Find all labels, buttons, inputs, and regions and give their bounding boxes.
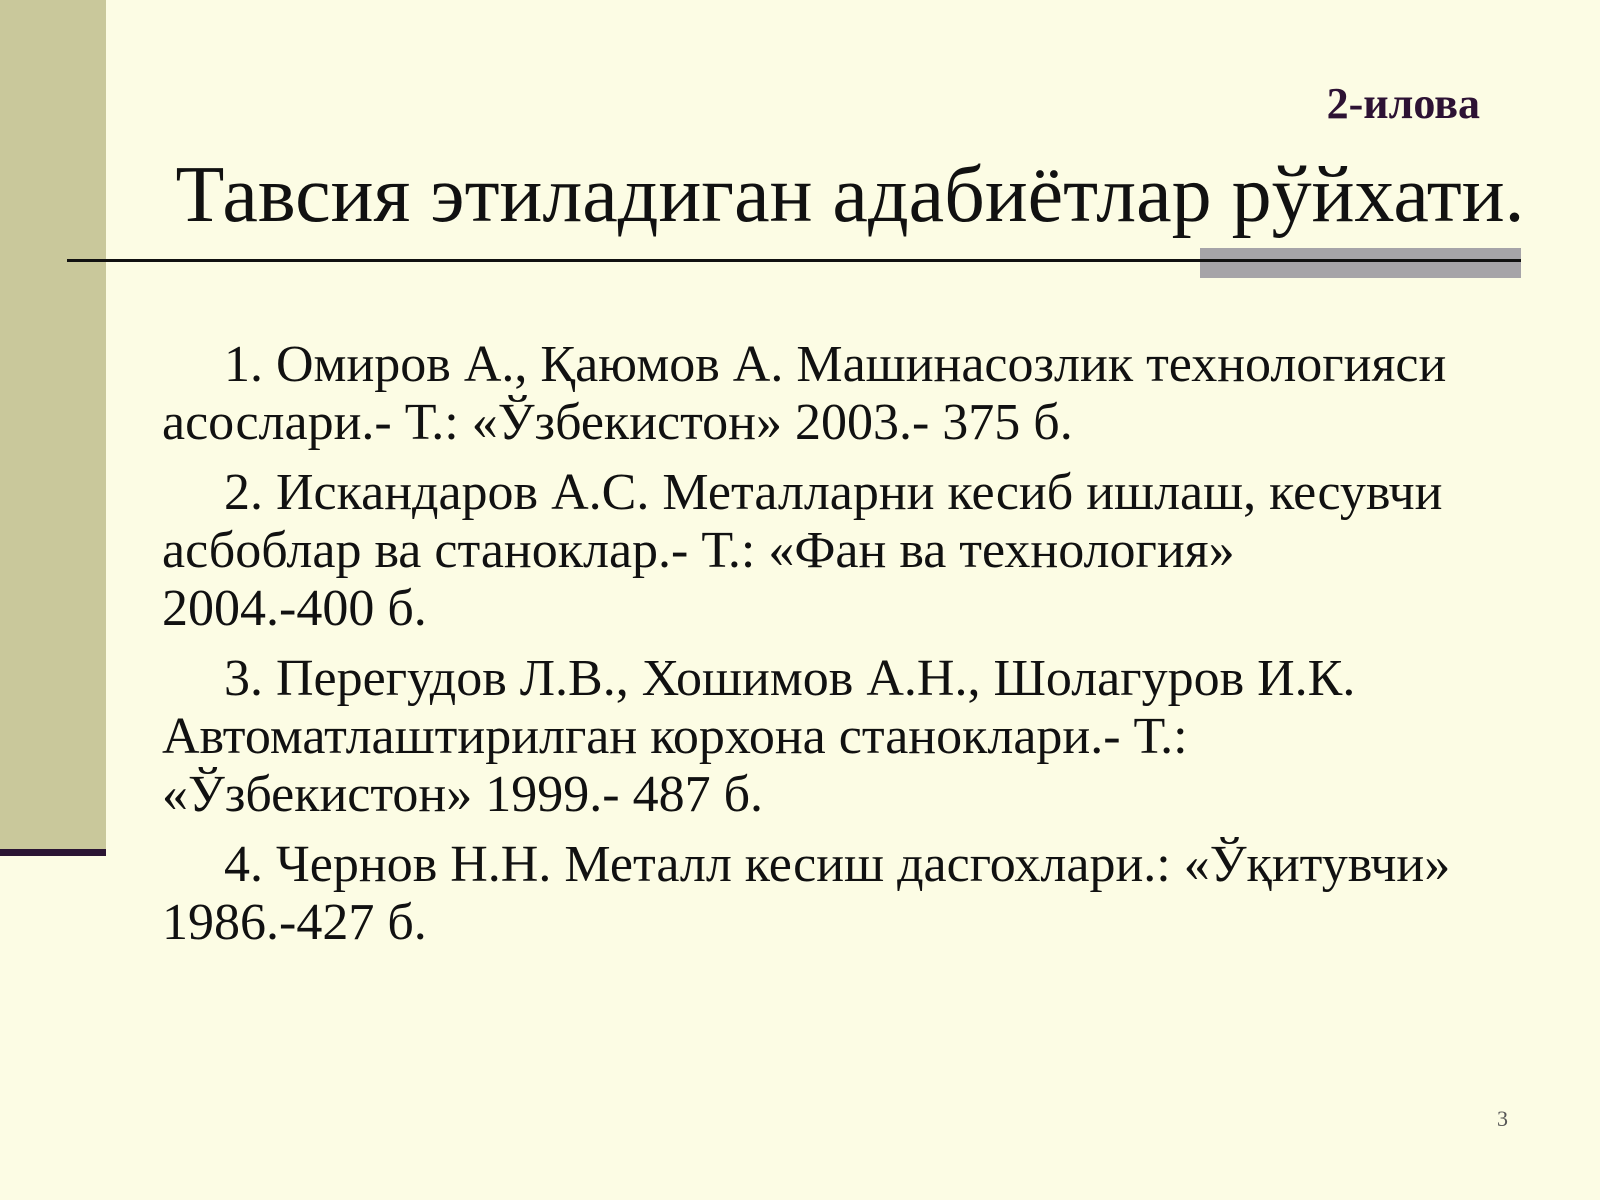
slide-title: Тавсия этиладиган адабиётлар рўйхати. <box>175 151 1525 239</box>
left-decorative-bar <box>0 0 106 849</box>
title-rule <box>67 259 1521 262</box>
page-number: 3 <box>1497 1106 1508 1131</box>
reference-list <box>162 336 1452 964</box>
left-bar-bottom-line <box>0 849 106 856</box>
appendix-label: 2-илова <box>1326 79 1480 128</box>
reference-item-1: 1. Омиров А., Қаюмов А. Машинасозлик технологияси асослари.- Т.: «Ўзбекистон» 2003.- 375 б. <box>162 336 1447 451</box>
reference-item-2: 2. Искандаров А.С. Металларни кесиб ишлаш, кесувчи асбоблар ва станоклар.- Т.: «Фан ва технология» 2004.-400 б. <box>162 464 1443 637</box>
reference-item-3: 3. Перегудов Л.В., Хошимов А.Н., Шолагуров И.К. Автоматлаштирилган корхона станоклари.- Т.: «Ўзбекистон» 1999.- 487 б. <box>162 650 1356 823</box>
title-rule-shadow <box>1200 248 1521 278</box>
reference-item-4: 4. Чернов Н.Н. Металл кесиш дасгохлари.: «Ўқитувчи» 1986.-427 б. <box>162 836 1451 951</box>
